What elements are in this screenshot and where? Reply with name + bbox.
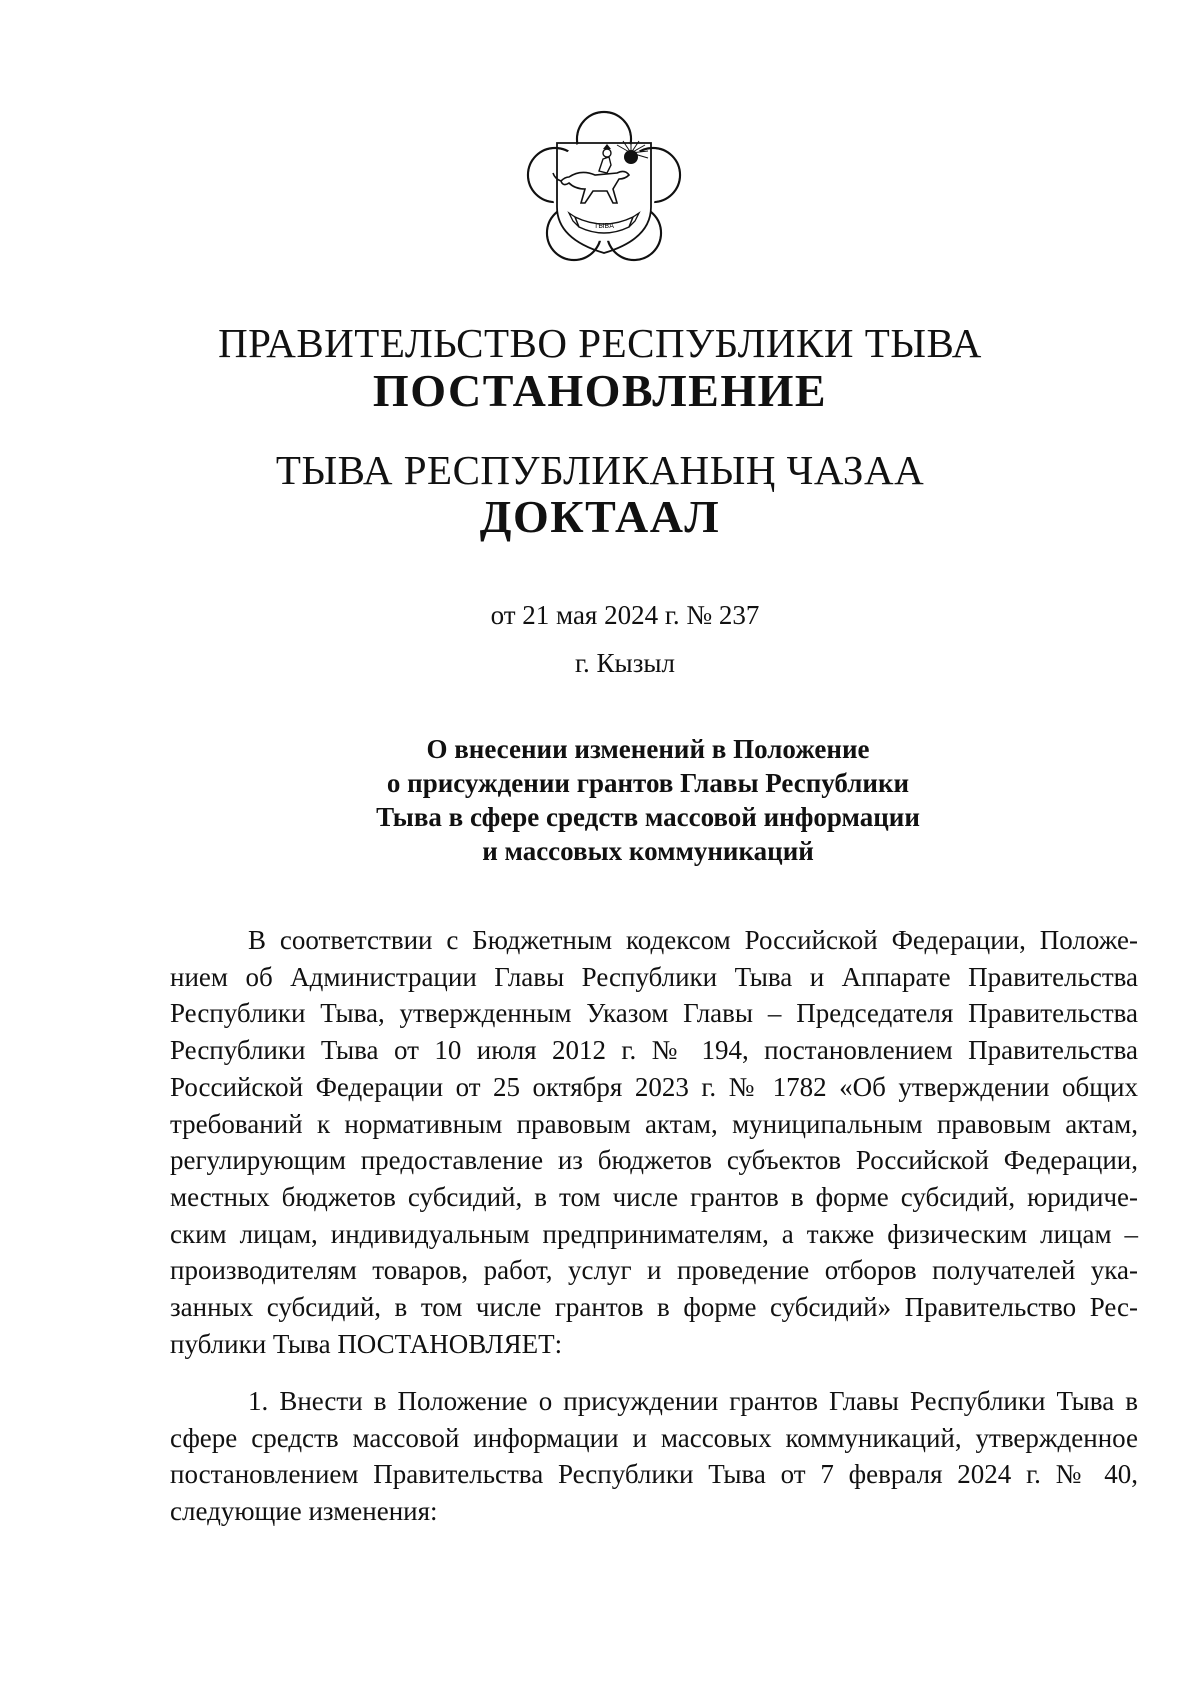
document-date-number: от 21 мая 2024 г. № 237 <box>490 600 760 630</box>
paragraph-line: В соответствии с Бюджетным кодексом Российской Федерации, Положе- <box>248 925 1138 955</box>
paragraph-line: сфере средств массовой информации и массовых коммуникаций, утвержденное <box>170 1422 1138 1453</box>
svg-text:ТЫВА: ТЫВА <box>593 222 615 230</box>
document-type-tv: ДОКТААЛ <box>479 491 721 542</box>
paragraph-line: публики Тыва ПОСТАНОВЛЯЕТ: <box>170 1328 563 1359</box>
tuva-coat-of-arms-icon <box>521 109 687 275</box>
government-name-tv: ТЫВА РЕСПУБЛИКАНЫҢ ЧАЗАА <box>275 447 925 493</box>
government-name-ru: ПРАВИТЕЛЬСТВО РЕСПУБЛИКИ ТЫВА <box>218 320 982 366</box>
paragraph-line: нием об Администрации Главы Республики Тыва и Аппарате Правительства <box>170 961 1138 992</box>
paragraph-line: занных субсидий, в том числе грантов в форме субсидий» Правительство Рес- <box>170 1292 1138 1323</box>
preamble-paragraph <box>170 922 1138 1362</box>
document-title <box>0 732 1200 868</box>
paragraph-line: ским лицам, индивидуальным предпринимателям, а также физическим лицам – <box>170 1218 1138 1249</box>
paragraph-line: требований к нормативным правовым актам, муниципальным правовым актам, <box>170 1108 1138 1139</box>
document-type-ru: ПОСТАНОВЛЕНИЕ <box>372 365 828 416</box>
paragraph-line: производителям товаров, работ, услуг и проведение отборов получателей ука- <box>170 1255 1138 1286</box>
paragraph-line: Российской Федерации от 25 октября 2023 г. № 1782 «Об утверждении общих <box>170 1071 1138 1102</box>
paragraph-line: 1. Внести в Положение о присуждении грантов Главы Республики Тыва в <box>248 1386 1138 1416</box>
paragraph-line: постановлением Правительства Республики Тыва от 7 февраля 2024 г. № 40, <box>170 1459 1138 1490</box>
title-line: О внесении изменений в Положение <box>426 734 870 764</box>
title-line: Тыва в сфере средств массовой информации <box>376 802 920 832</box>
title-line: о присуждении грантов Главы Республики <box>386 768 910 798</box>
paragraph-line: регулирующим предоставление из бюджетов субъектов Российской Федерации, <box>170 1145 1138 1176</box>
paragraph-line: Республики Тыва от 10 июля 2012 г. № 194, постановлением Правительства <box>170 1035 1138 1066</box>
paragraph-line: местных бюджетов субсидий, в том числе грантов в форме субсидий, юридиче- <box>170 1181 1138 1212</box>
paragraph-line: следующие изменения: <box>170 1496 438 1527</box>
item-1-paragraph <box>170 1383 1138 1530</box>
title-line: и массовых коммуникаций <box>482 836 814 866</box>
paragraph-line: Республики Тыва, утвержденным Указом Главы – Председателя Правительства <box>170 998 1138 1029</box>
document-city: г. Кызыл <box>575 648 675 678</box>
